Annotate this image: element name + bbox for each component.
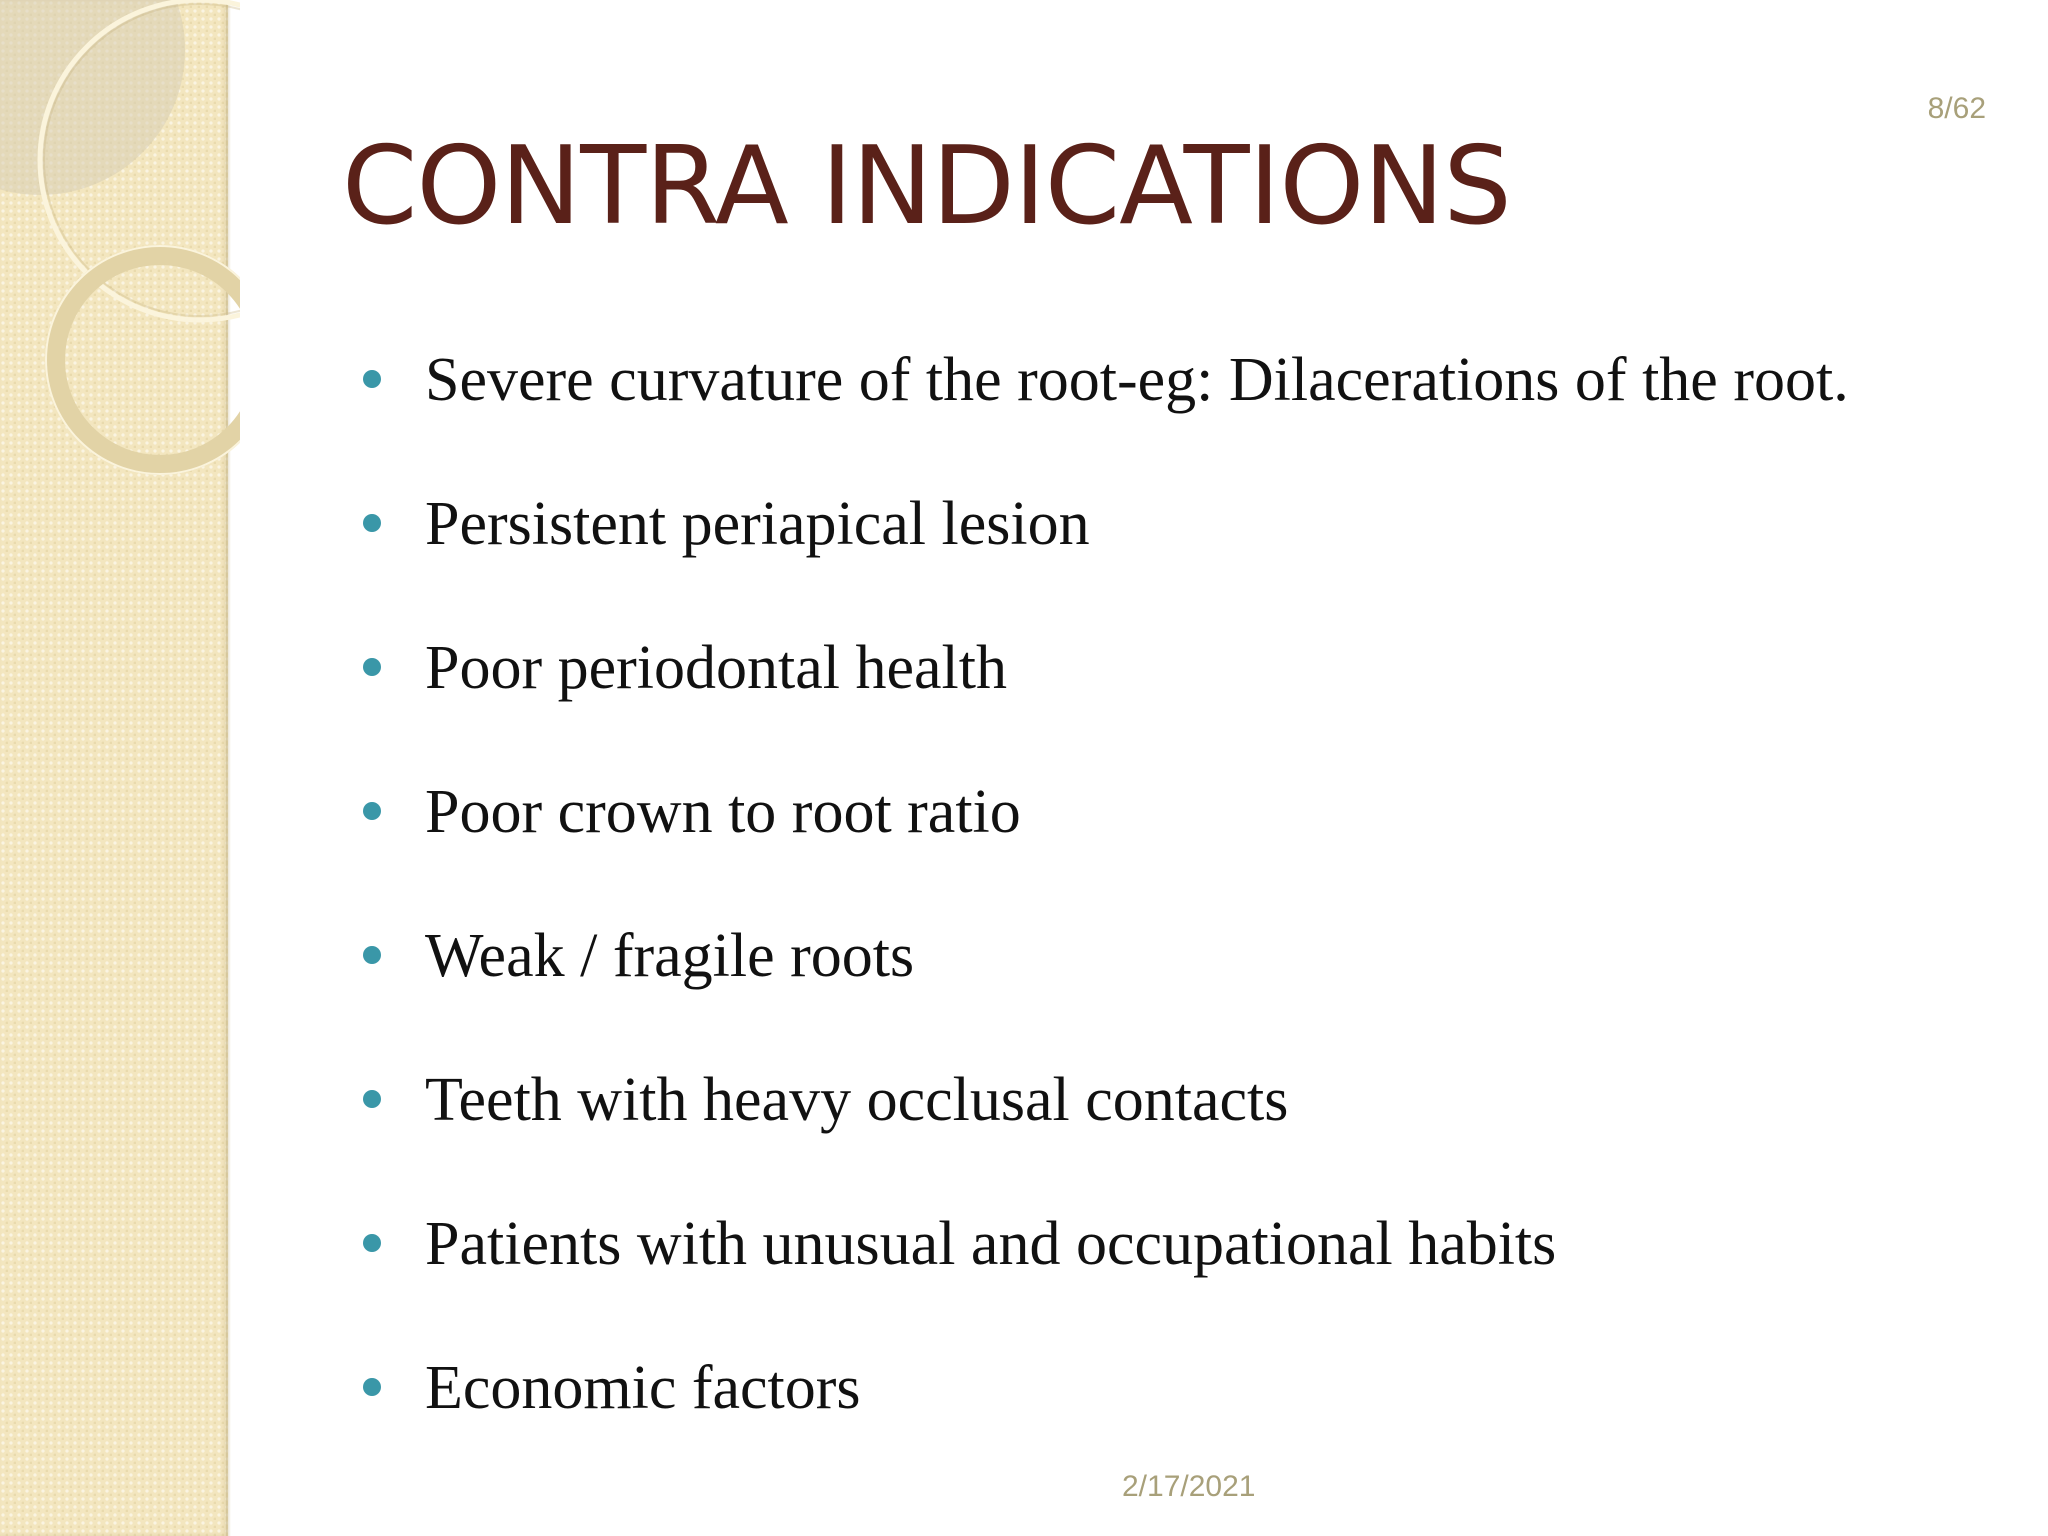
bullet-text: Teeth with heavy occlusal contacts [425,1066,1289,1134]
bullet-text: Economic factors [425,1354,861,1422]
page-number: 8/62 [1927,92,1986,125]
small-ring [55,255,240,465]
slide-title: CONTRA INDICATIONS [342,124,1511,249]
bullet-item [355,764,1849,908]
bullet-dot-icon [363,1234,381,1252]
bullet-dot-icon [363,370,381,388]
bullet-text: Patients with unusual and occupational habits [425,1210,1557,1278]
bullet-dot-icon [363,514,381,532]
bullet-dot-icon [363,1090,381,1108]
bullet-dot-icon [363,1378,381,1396]
bullet-list [355,332,1849,1484]
bullet-text: Poor periodontal health [425,634,1007,702]
bullet-dot-icon [363,658,381,676]
ring-decoration-icon [0,0,240,520]
bullet-item [355,476,1849,620]
bullet-item [355,620,1849,764]
bullet-item [355,332,1849,476]
bullet-item [355,1196,1849,1340]
footer-date: 2/17/2021 [1122,1470,1256,1503]
bullet-text: Weak / fragile roots [425,922,915,990]
bullet-dot-icon [363,802,381,820]
bullet-dot-icon [363,946,381,964]
bullet-text: Persistent periapical lesion [425,490,1090,558]
bullet-text: Poor crown to root ratio [425,778,1021,846]
bullet-item [355,1340,1849,1484]
bullet-item [355,908,1849,1052]
large-disc [0,0,185,195]
bullet-item [355,1052,1849,1196]
bullet-text: Severe curvature of the root-eg: Dilacerations of the root. [425,346,1849,414]
small-ring-highlight [46,246,240,474]
